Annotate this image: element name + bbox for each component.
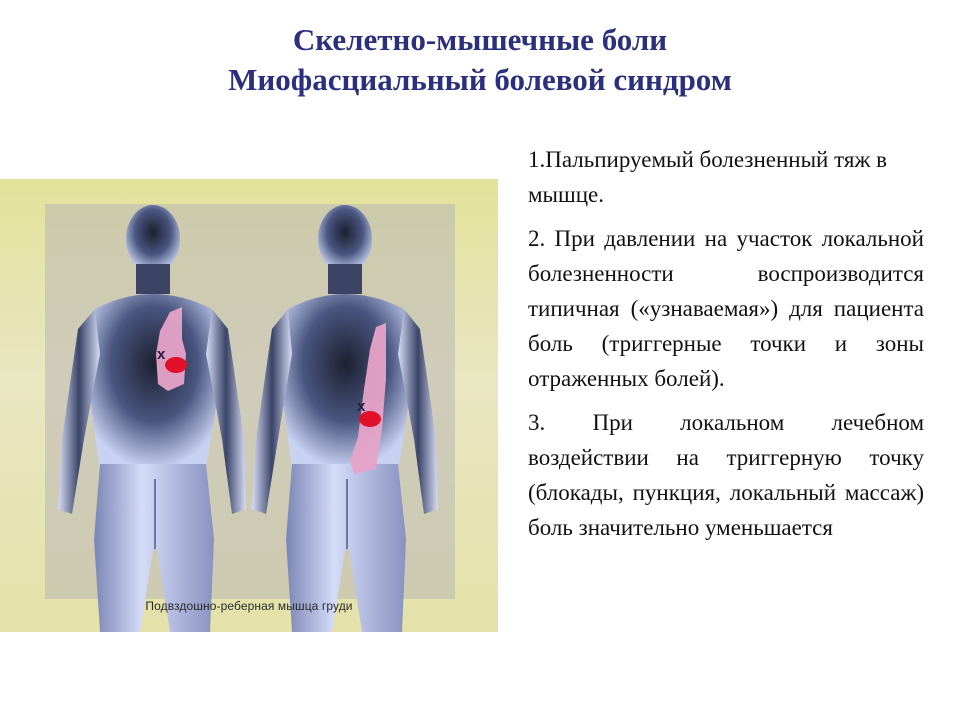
anatomy-figure xyxy=(0,179,498,632)
right-trigger-marker: x xyxy=(357,398,366,415)
figure-caption: Подвздошно-реберная мышца груди xyxy=(145,599,353,613)
point-2: 2. При давлении на участок локальной болезненности воспроизводится типичная («узнаваемая») для пациента боль (триггерные точки и зоны отраженных болей). xyxy=(528,226,924,391)
left-trigger-point xyxy=(165,357,187,373)
left-trigger-marker: x xyxy=(157,346,166,363)
anatomy-illustration xyxy=(0,179,498,632)
title-line-2: Миофасциальный болевой синдром xyxy=(228,62,732,97)
point-3: 3. При локальном лечебном воздействии на триггерную точку (блокады, пункция, локальный массаж) боль значительно уменьшается xyxy=(528,410,924,540)
slide-body xyxy=(528,142,924,554)
title-line-1: Скелетно-мышечные боли xyxy=(292,22,668,57)
point-1: 1.Пальпируемый болезненный тяж в мышце. xyxy=(528,147,887,207)
slide-title xyxy=(0,20,960,100)
